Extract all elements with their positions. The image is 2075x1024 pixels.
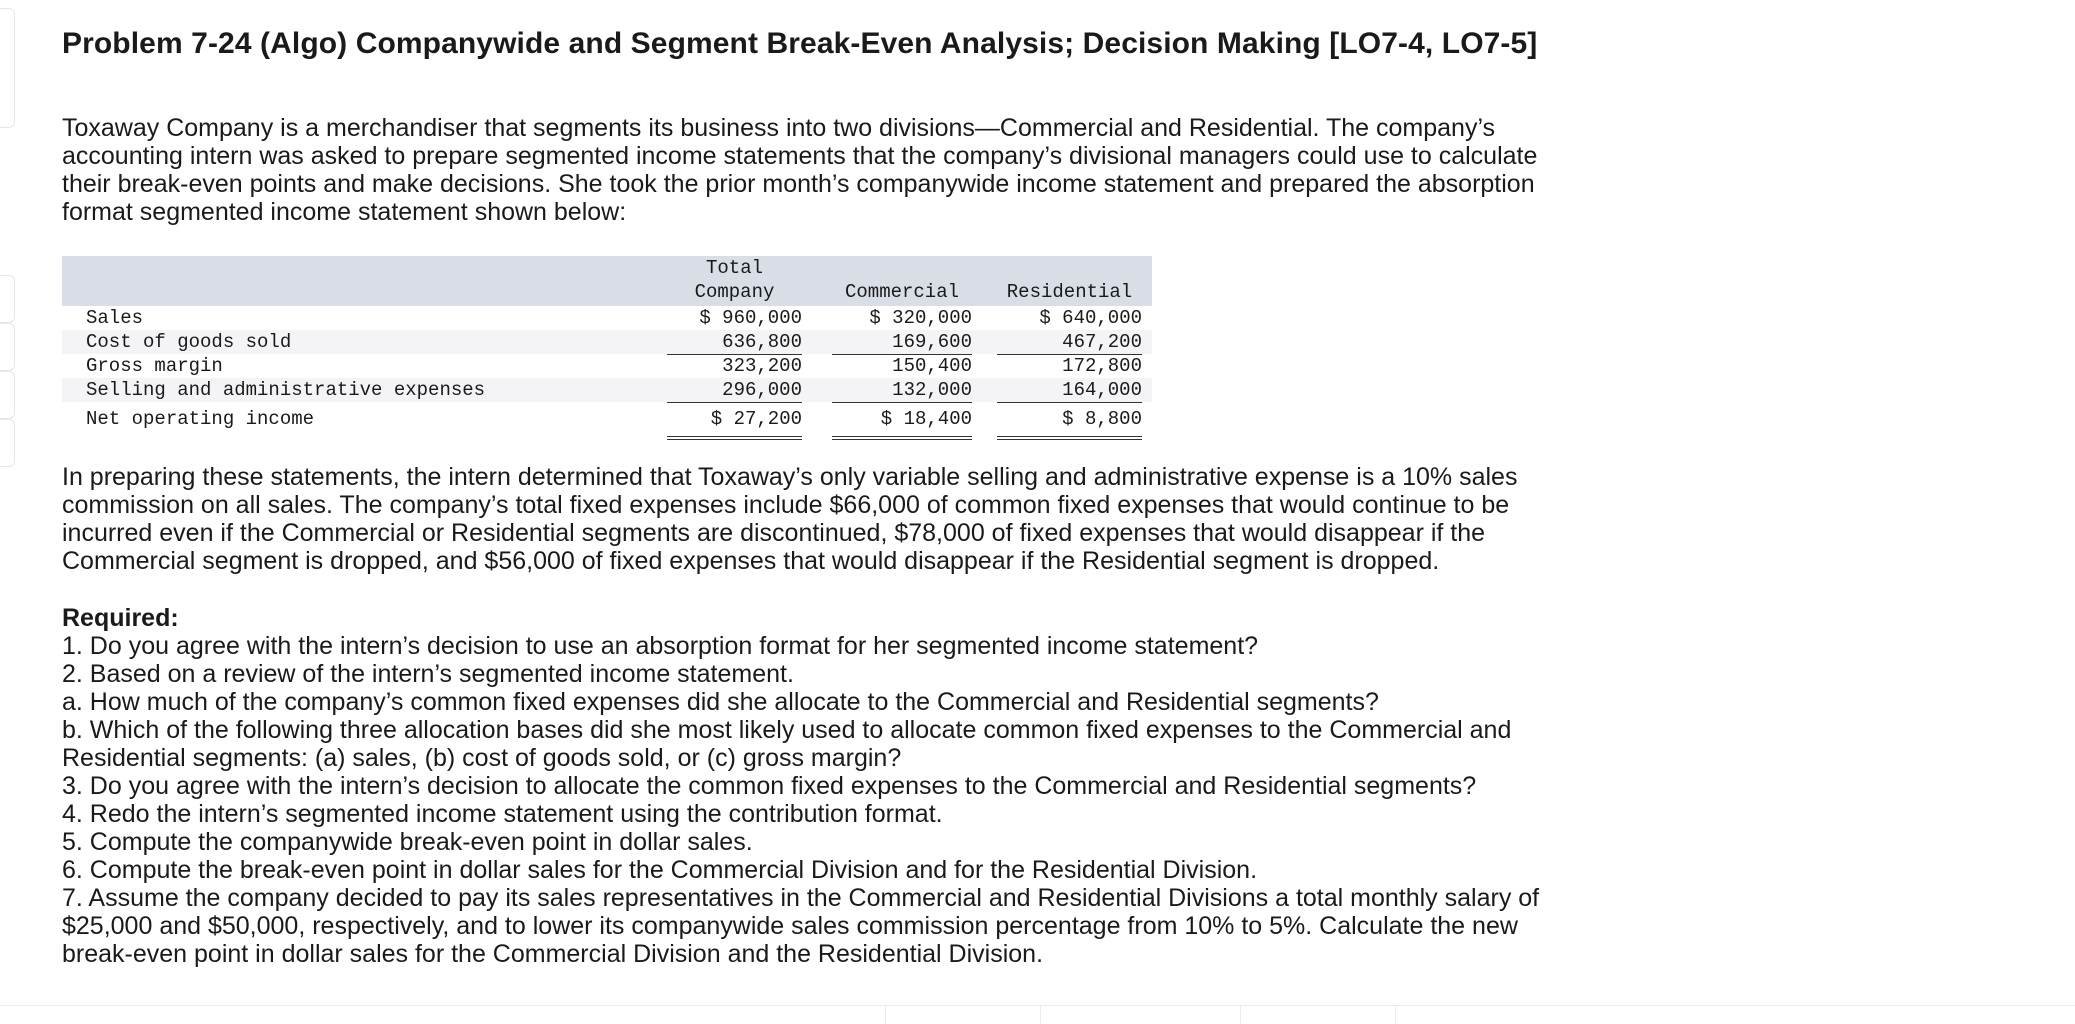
- required-item: 6. Compute the break-even point in dollar sales for the Commercial Division and for the Residential Division.: [62, 856, 1258, 884]
- cell-total: $ 27,200: [667, 402, 802, 440]
- left-panel-tab[interactable]: [0, 371, 15, 419]
- cell-residential: $ 8,800: [997, 402, 1142, 440]
- cell-commercial: 132,000: [832, 378, 972, 403]
- problem-title: Problem 7-24 (Algo) Companywide and Segment Break-Even Analysis; Decision Making [LO7-4, LO7-5]: [62, 27, 1538, 60]
- cell-residential: 164,000: [997, 378, 1142, 403]
- tab-divider: [1040, 1006, 1041, 1024]
- statement-row-gross-margin: [62, 354, 1152, 378]
- intro-paragraph: Toxaway Company is a merchandiser that segments its business into two divisions—Commercial and Residential. The company’s accounting intern was asked to prepare segmented income statements that the company’s divisional managers could use to calculate their break-even points and make decisions. She took the prior month’s companywide income statement and prepared the absorption format segmented income statement shown below:: [62, 114, 1538, 226]
- row-label: Cost of goods sold: [86, 331, 292, 353]
- header-total-line2: Company: [694, 281, 775, 303]
- row-label: Gross margin: [86, 355, 223, 377]
- cell-total: $ 960,000: [699, 307, 802, 329]
- row-label: Selling and administrative expenses: [86, 379, 486, 401]
- required-item: 3. Do you agree with the intern’s decision to allocate the common fixed expenses to the Commercial and Residential segments?: [62, 772, 1477, 800]
- header-residential: Residential: [1006, 281, 1133, 303]
- statement-row-net-operating-income: [62, 402, 1152, 432]
- required-item: 1. Do you agree with the intern’s decision to use an absorption format for her segmented income statement?: [62, 632, 1259, 660]
- statement-row-selling-admin: [62, 378, 1152, 402]
- required-item: 4. Redo the intern’s segmented income statement using the contribution format.: [62, 800, 943, 828]
- left-panel-tab[interactable]: [0, 275, 15, 323]
- required-item: 2. Based on a review of the intern’s segmented income statement.: [62, 660, 794, 688]
- tab-divider: [1240, 1006, 1241, 1024]
- assumptions-paragraph: In preparing these statements, the intern determined that Toxaway’s only variable selling and administrative expense is a 10% sales commission on all sales. The company’s total fixed expenses include $66,000 of common fixed expenses that would continue to be incurred even if the Commercial or Residential segments are discontinued, $78,000 of fixed expenses that would disappear if the Commercial segment is dropped, and $56,000 of fixed expenses that would disappear if the Residential segment is dropped.: [62, 463, 1518, 575]
- required-heading: Required:: [62, 604, 179, 632]
- cell-commercial: 169,600: [832, 330, 972, 355]
- required-item: a. How much of the company’s common fixed expenses did she allocate to the Commercial and Residential segments?: [62, 688, 1379, 716]
- cell-residential: 467,200: [997, 330, 1142, 355]
- statement-header: [62, 256, 1152, 306]
- row-label: Net operating income: [86, 408, 315, 430]
- header-total-line1: Total: [705, 257, 763, 279]
- left-panel-tab[interactable]: [0, 323, 15, 371]
- header-total-company: [667, 256, 802, 304]
- tab-divider: [1395, 1006, 1396, 1024]
- required-item: b. Which of the following three allocation bases did she most likely used to allocate common fixed expenses to the Commercial and Residential segments: (a) sales, (b) cost of goods sold, or (c) gross margin?: [62, 716, 1512, 772]
- cell-total: 323,200: [722, 355, 802, 377]
- left-panel-tab[interactable]: [0, 419, 15, 467]
- tab-divider: [885, 1006, 886, 1024]
- cell-total: 636,800: [667, 330, 802, 355]
- statement-row-cogs: [62, 330, 1152, 354]
- required-list: [62, 632, 1582, 968]
- row-label: Sales: [86, 307, 144, 329]
- segmented-income-statement: [62, 256, 1152, 432]
- cell-residential: 172,800: [1062, 355, 1142, 377]
- answer-tabs-strip: [0, 1005, 2075, 1024]
- cell-commercial: $ 18,400: [832, 402, 972, 440]
- cell-commercial: 150,400: [892, 355, 972, 377]
- cell-commercial: $ 320,000: [869, 307, 972, 329]
- required-item: 7. Assume the company decided to pay its sales representatives in the Commercial and Residential Divisions a total monthly salary of $25,000 and $50,000, respectively, and to lower its companywide sales commission percentage from 10% to 5%. Calculate the new break-even point in dollar sales for the Commercial Division and the Residential Division.: [62, 884, 1540, 968]
- header-commercial: Commercial: [844, 281, 960, 303]
- cell-total: 296,000: [667, 378, 802, 403]
- cell-residential: $ 640,000: [1039, 307, 1142, 329]
- statement-row-sales: [62, 306, 1152, 330]
- required-item: 5. Compute the companywide break-even point in dollar sales.: [62, 828, 753, 856]
- left-panel-tab[interactable]: [0, 8, 15, 128]
